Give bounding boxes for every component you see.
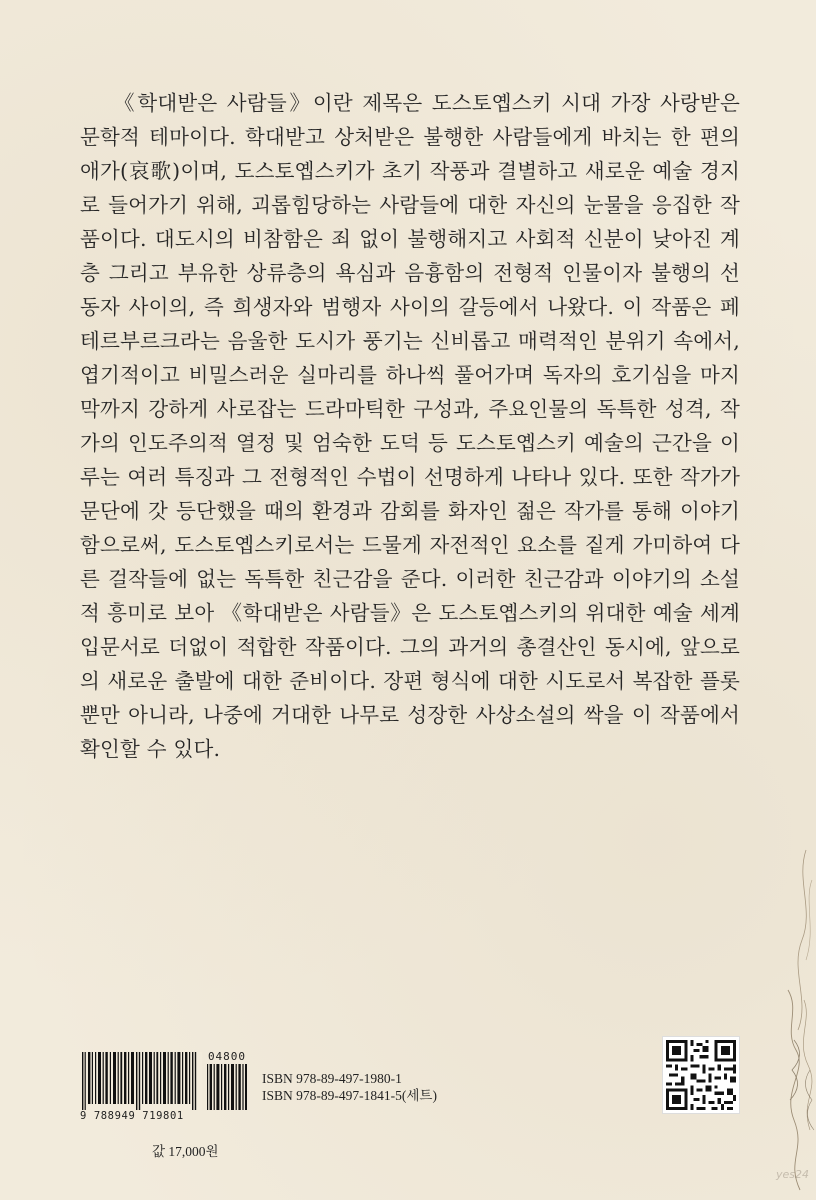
isbn-barcode (80, 1052, 248, 1122)
barcode-main-digits: 9 788949 719801 (80, 1110, 184, 1122)
book-description: 《학대받은 사람들》이란 제목은 도스토옙스키 시대 가장 사랑받은 문학적 테마이다. 학대받고 상처받은 불행한 사람들에게 바치는 한 편의 애가(哀歌)이며, 도스토옙스키가 초기 작풍과 결별하고 새로운 예술 경지로 들어가기 위해, 괴롭힘당하는 사람들에 대한 자신의 눈물을 응집한 작품이다. 대도시의 비참함은 죄 없이 불행해지고 사회적 신분이 낮아진 계층 그리고 부유한 상류층의 욕심과 음흉함의 전형적 인물이자 불행의 선동자 사이의, 즉 희생자와 범행자 사이의 갈등에서 나왔다. 이 작품은 페테르부르크라는 음울한 도시가 풍기는 신비롭고 매력적인 분위기 속에서, 엽기적이고 비밀스러운 실마리를 하나씩 풀어가며 독자의 호기심을 마지막까지 강하게 사로잡는 드라마틱한 구성과, 주요인물의 독특한 성격, 작가의 인도주의적 열정 및 엄숙한 도덕 등 도스토옙스키 예술의 근간을 이루는 여러 특징과 그 전형적인 수법이 선명하게 나타나 있다. 또한 작가가 문단에 갓 등단했을 때의 환경과 감회를 화자인 젊은 작가를 통해 이야기함으로써, 도스토옙스키로서는 드물게 자전적인 요소를 짙게 가미하여 다른 걸작들에 없는 독특한 친근감을 준다. 이러한 친근감과 이야기의 소설적 흥미로 보아 《학대받은 사람들》은 도스토옙스키의 위대한 예술 세계 입문서로 더없이 적합한 작품이다. 그의 과거의 총결산인 동시에, 앞으로의 새로운 출발에 대한 준비이다. 장편 형식에 대한 시도로서 복잡한 플롯뿐만 아니라, 나중에 거대한 나무로 성장한 사상소설의 싹을 이 작품에서 확인할 수 있다. (80, 91, 740, 761)
watermark-logo: yes24 (776, 1168, 810, 1181)
decorative-sketch (776, 840, 816, 1200)
qr-code (662, 1036, 740, 1114)
barcode-main-bars (80, 1052, 202, 1110)
barcode-addon-bars (206, 1064, 248, 1110)
isbn-line-2: ISBN 978-89-497-1841-5(세트) (262, 1088, 437, 1103)
barcode-addon-digits: 04800 (207, 1050, 247, 1063)
price-label: 값 17,000원 (152, 1144, 219, 1159)
isbn-line-1: ISBN 978-89-497-1980-1 (262, 1071, 402, 1086)
isbn-block (262, 1070, 437, 1104)
